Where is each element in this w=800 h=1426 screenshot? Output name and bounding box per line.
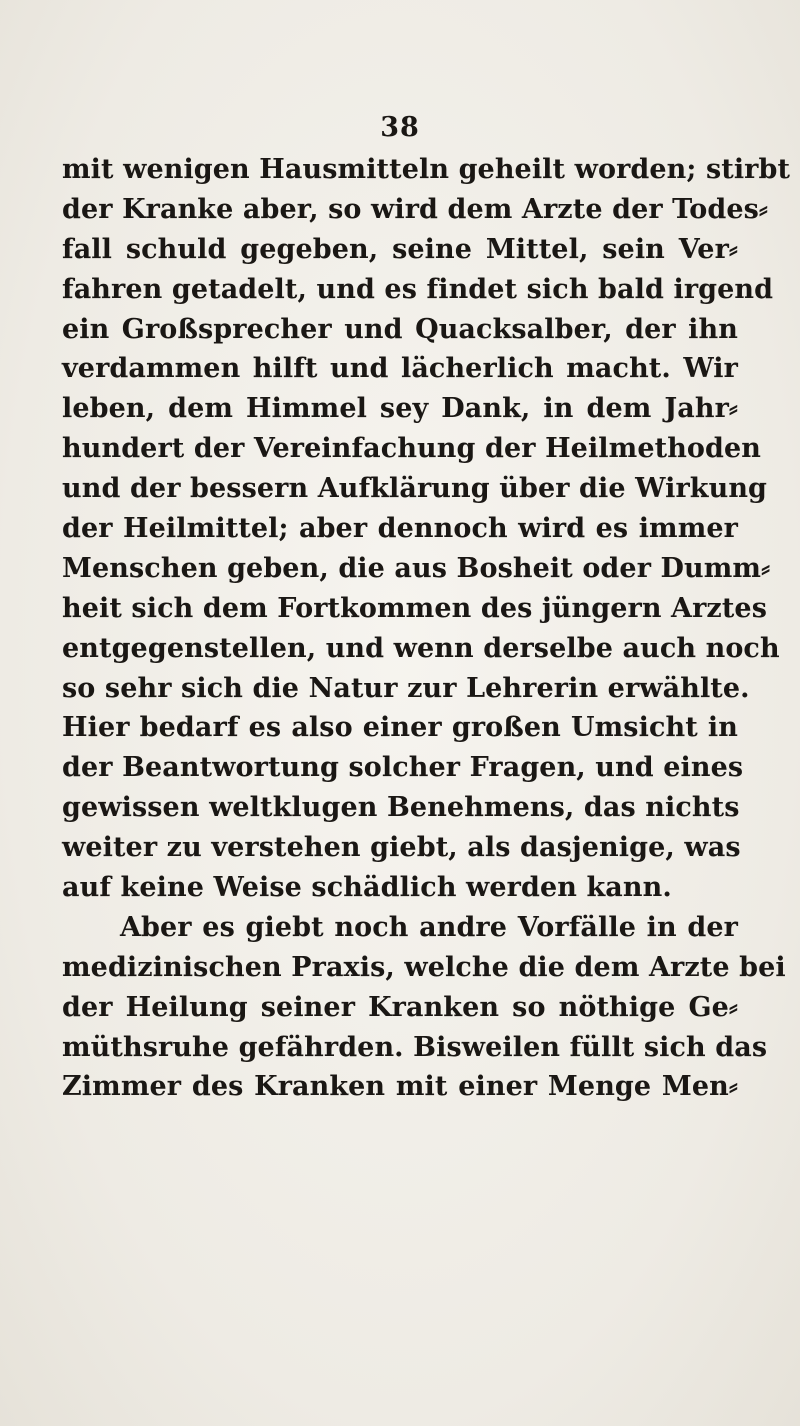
text-line: der Beantwortung solcher Fragen, und eines (62, 752, 744, 784)
text-line: medizinischen Praxis, welche die dem Arzte bei (62, 951, 786, 983)
text-line: fall schuld gegeben, seine Mittel, sein Ver⸗ (62, 233, 738, 265)
text-line: fahren getadelt, und es findet sich bald irgend (62, 273, 774, 305)
text-line: heit sich dem Fortkommen des jüngern Arztes (62, 592, 768, 624)
text-line: weiter zu verstehen giebt, als dasjenige, was (62, 832, 741, 864)
text-line: Menschen geben, die aus Bosheit oder Dumm⸗ (62, 552, 771, 584)
text-line: Hier bedarf es also einer großen Umsicht in (62, 712, 738, 744)
text-line: hundert der Vereinfachung der Heilmethoden (62, 433, 762, 465)
text-line: gewissen weltklugen Benehmens, das nichts (62, 792, 740, 824)
text-line: ein Großsprecher und Quacksalber, der ihn (62, 313, 738, 345)
text-line: verdammen hilft und lächerlich macht. Wir (62, 353, 738, 385)
text-line: Zimmer des Kranken mit einer Menge Men⸗ (62, 1071, 738, 1103)
body-text (62, 150, 791, 1107)
text-line: müthsruhe gefährden. Bisweilen füllt sich das (62, 1031, 768, 1063)
text-line: leben, dem Himmel sey Dank, in dem Jahr⸗ (62, 393, 738, 425)
text-line: der Heilung seiner Kranken so nöthige Ge⸗ (62, 991, 738, 1023)
text-line: der Kranke aber, so wird dem Arzte der Todes⸗ (62, 193, 769, 225)
text-line: so sehr sich die Natur zur Lehrerin erwählte. (62, 672, 750, 704)
text-line: und der bessern Aufklärung über die Wirkung (62, 473, 768, 505)
text-line: auf keine Weise schädlich werden kann. (62, 872, 672, 904)
text-line: Aber es giebt noch andre Vorfälle in der (120, 911, 738, 943)
text-line: der Heilmittel; aber dennoch wird es immer (62, 513, 738, 545)
page-number: 38 (380, 112, 420, 143)
text-line: mit wenigen Hausmitteln geheilt worden; stirbt (62, 154, 791, 185)
text-line: entgegenstellen, und wenn derselbe auch noch (62, 632, 780, 664)
